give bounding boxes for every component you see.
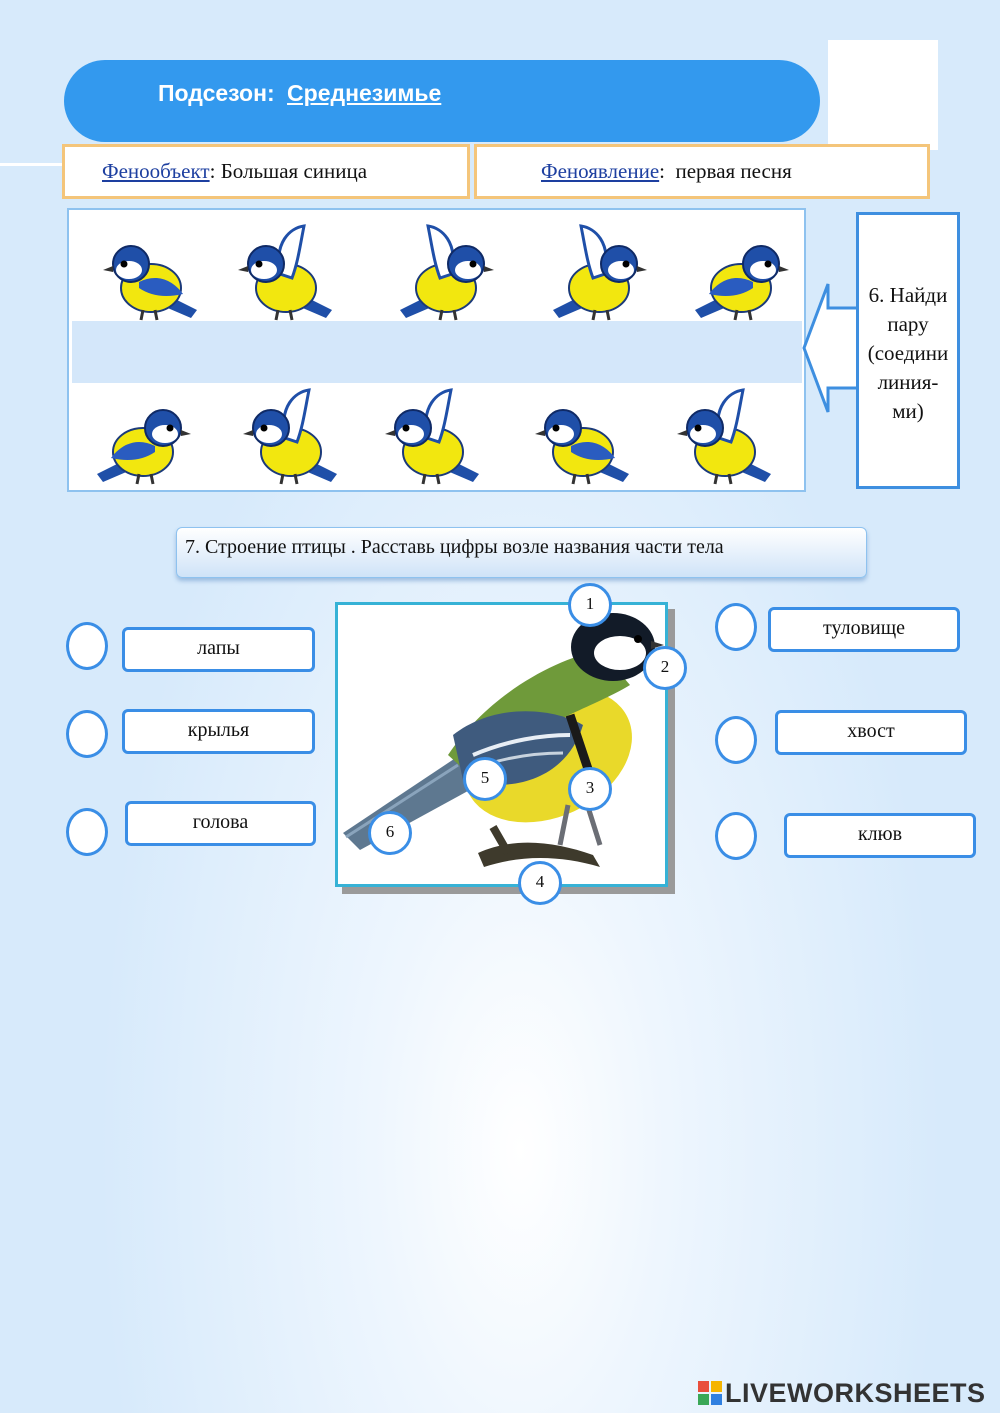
subseason-label: Подсезон (158, 80, 267, 106)
answer-circle-wings[interactable] (66, 710, 108, 758)
decorative-line (0, 163, 62, 166)
phenomenon-value: первая песня (675, 159, 792, 183)
answer-circle-legs[interactable] (66, 622, 108, 670)
bird-icon[interactable] (234, 222, 338, 322)
number-4: 4 (518, 861, 562, 905)
phenobject-label: Фенообъект (102, 159, 210, 183)
bird-icon[interactable] (239, 386, 343, 486)
number-5: 5 (463, 757, 507, 801)
matching-band (72, 321, 802, 383)
label-beak: клюв (784, 813, 976, 858)
bird-icon[interactable] (531, 386, 635, 486)
arrow-left-icon (800, 278, 860, 418)
liveworksheets-logo-icon (698, 1381, 722, 1405)
number-2: 2 (643, 646, 687, 690)
white-panel (828, 40, 938, 150)
task6-line: линия- (877, 370, 939, 394)
bird-icon[interactable] (689, 222, 793, 322)
number-6: 6 (368, 811, 412, 855)
phenomenon-box: Феноявление : первая песня (474, 144, 930, 199)
task6-instruction (856, 212, 960, 489)
label-wings: крылья (122, 709, 315, 754)
bird-icon[interactable] (394, 222, 498, 322)
label-body: туловище (768, 607, 960, 652)
bird-icon[interactable] (547, 222, 651, 322)
label-legs: лапы (122, 627, 315, 672)
bird-pairs-panel (67, 208, 806, 492)
bird-icon[interactable] (99, 222, 203, 322)
task6-line: (соедини (867, 341, 949, 365)
bird-icon[interactable] (91, 386, 195, 486)
answer-circle-body[interactable] (715, 603, 757, 651)
number-3: 3 (568, 767, 612, 811)
task6-line: пару (887, 312, 929, 336)
phenobject-value: Большая синица (220, 159, 368, 183)
answer-circle-head[interactable] (66, 808, 108, 856)
answer-circle-tail[interactable] (715, 716, 757, 764)
task7-title: 7. Строение птицы . Расставь цифры возле названия части тела (176, 527, 867, 578)
label-head: голова (125, 801, 316, 846)
subseason-banner: Подсезон: Среднезимье (64, 60, 820, 142)
task6-line: 6. Найди (868, 283, 948, 307)
task6-line: ми) (892, 399, 924, 423)
brand-text: LIVEWORKSHEETS (725, 1377, 986, 1408)
liveworksheets-logo (698, 1378, 993, 1408)
phenomenon-label: Феноявление (541, 159, 660, 183)
number-1: 1 (568, 583, 612, 627)
bird-icon[interactable] (673, 386, 777, 486)
subseason-value: Среднезимье (287, 80, 442, 106)
phenobject-box: Фенообъект : Большая синица (62, 144, 470, 199)
label-tail: хвост (775, 710, 967, 755)
bird-icon[interactable] (381, 386, 485, 486)
answer-circle-beak[interactable] (715, 812, 757, 860)
